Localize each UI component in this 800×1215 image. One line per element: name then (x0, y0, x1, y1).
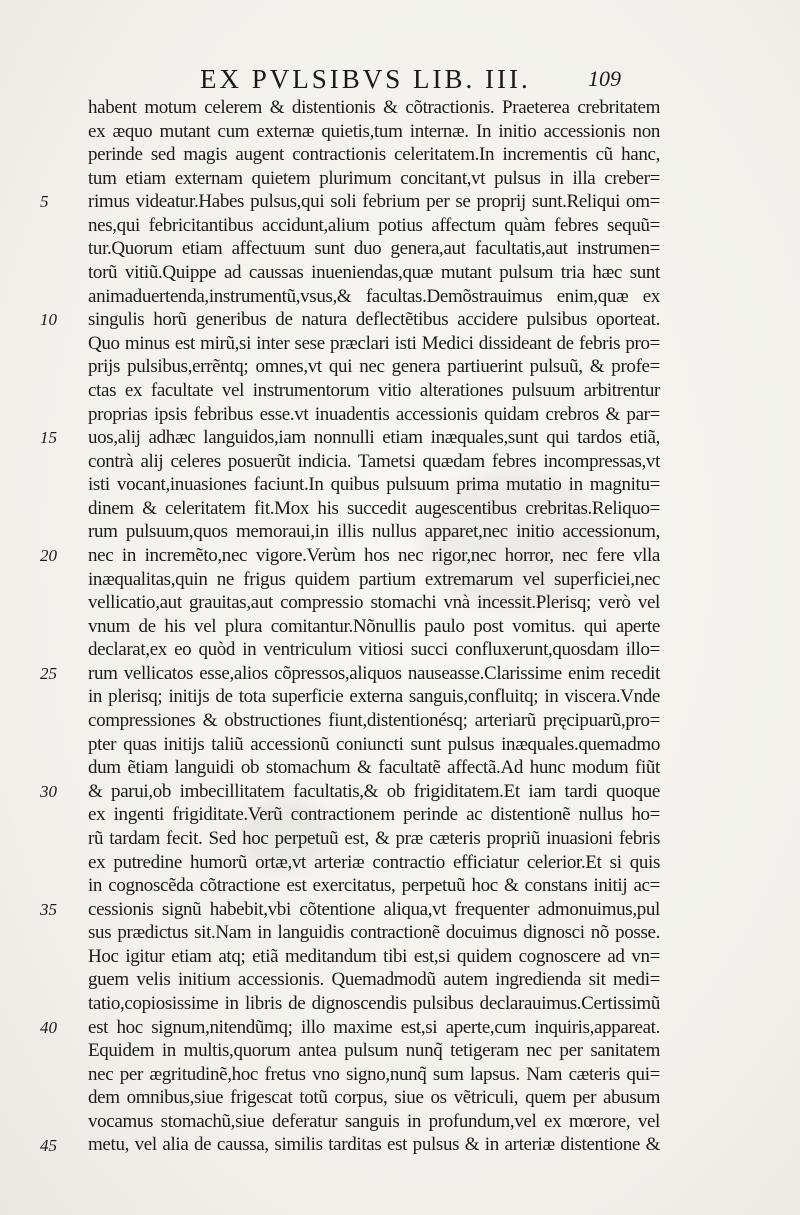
text-line: animaduertenda,instrumentũ,vsus,& facultas.Demõstrauimus enim,quæ ex (88, 285, 660, 307)
text-line: ex putredine humorũ ortæ,vt arteriæ contractio efficiatur celerior.Et si quis (88, 851, 660, 873)
text-line: perinde sed magis augent contractionis celeritatem.In incrementis cũ hanc, (88, 144, 660, 166)
line-number: 20 (40, 546, 57, 566)
text-line: rum pulsuum,quos memoraui,in illis nullus apparet,nec initio accessionum, (88, 521, 660, 543)
text-line: metu, vel alia de caussa, similis tarditas est pulsus & in arteriæ distentione & (88, 1134, 660, 1156)
text-line: tatio,copiosissime in libris de dignoscendis pulsibus declarauimus.Certissimũ (88, 992, 660, 1014)
text-line: rimus videatur.Habes pulsus,qui soli febrium per se proprij sunt.Reliqui om= (88, 191, 660, 213)
text-line: Quo minus est mirũ,si inter sese præclari isti Medici dissideant de febris pro= (88, 332, 660, 354)
text-line: ex ingenti frigiditate.Verũ contractionem perinde ac distentionẽ nullus ho= (88, 804, 660, 826)
text-line: prijs pulsibus,errẽntq; omnes,vt qui nec genera partiuerint pulsuũ, & profe= (88, 356, 660, 378)
text-line: ctas ex facultate vel instrumentorum vitio alterationes pulsuum arbitrentur (88, 379, 660, 401)
line-number: 10 (40, 310, 57, 330)
text-line: uos,alij adhæc languidos,iam nonnulli etiam inæquales,sunt qui tardos etiã, (88, 427, 660, 449)
text-line: Hoc igitur etiam atq; etiã meditandum tibi est,si quidem cognoscere ad vn= (88, 945, 660, 967)
text-line: dum ẽtiam languidi ob stomachum & facultatẽ affectã.Ad hunc modum fiũt (88, 757, 660, 779)
text-line: dinem & celeritatem fit.Mox his succedit augescentibus crebritas.Reliquo= (88, 497, 660, 519)
text-line: tur.Quorum etiam affectuum sunt duo genera,aut facultatis,aut instrumen= (88, 238, 660, 260)
text-line: rum vellicatos esse,alios cõpressos,aliquos nauseasse.Clarissime enim recedit (88, 662, 660, 684)
text-line: singulis horũ generibus de natura deflectẽtibus accidere pulsibus oporteat. (88, 309, 660, 331)
line-number: 35 (40, 899, 57, 919)
text-line: vocamus stomachũ,siue deferatur sanguis in profundum,vel ex mœrore, vel (88, 1110, 660, 1132)
text-line: nec in incremẽto,nec vigore.Verùm hos nec rigor,nec horror, nec fere vlla (88, 544, 660, 566)
text-line: ex æquo mutant cum externæ quietis,tum internæ. In initio accessionis non (88, 120, 660, 142)
text-line: inæqualitas,quin ne frigus quidem partium extremarum vel superficiei,nec (88, 568, 660, 590)
text-line: & parui,ob imbecillitatem facultatis,& ob frigiditatem.Et iam tardi quoque (88, 780, 660, 802)
line-number: 40 (40, 1017, 57, 1037)
text-line: nec per ægritudinẽ,hoc fretus vno signo,nunq̃ sum lapsus. Nam cæteris qui= (88, 1063, 660, 1085)
body-text (88, 96, 660, 1157)
text-line: vnum de his vel plura comitantur.Nõnullis paulo post vomitus. qui aperte (88, 615, 660, 637)
line-number: 45 (40, 1135, 57, 1155)
text-line: est hoc signum,nitendũmq; illo maxime est,si aperte,cum inquiris,appareat. (88, 1016, 660, 1038)
text-line: proprias ipsis febribus esse.vt inuadentis accessionis quidam crebros & par= (88, 403, 660, 425)
text-line: in plerisq; initijs de tota superficie externa sanguis,confluitq; in viscera.Vnde (88, 686, 660, 708)
text-line: sus prædictus sit.Nam in languidis contractionẽ docuimus dignosci nõ posse. (88, 922, 660, 944)
page-number: 109 (588, 66, 621, 91)
text-line: declarat,ex eo quòd in ventriculum vitiosi succi confluxerunt,quosdam illo= (88, 639, 660, 661)
running-title: EX PVLSIBVS LIB. III. (200, 64, 531, 94)
line-number: 5 (40, 192, 49, 212)
text-line: isti vocant,inuasiones faciunt.In quibus pulsuum prima mutatio in magnitu= (88, 474, 660, 496)
text-line: guem velis initium accessionis. Quemadmodũ autem ingredienda sit medi= (88, 969, 660, 991)
text-line: habent motum celerem & distentionis & cõtractionis. Praeterea crebritatem (88, 97, 660, 118)
text-line: rũ tardam fecit. Sed hoc perpetuũ est, & præ cæteris propriũ inuasioni febris (88, 827, 660, 849)
text-line: pter quas initijs taliũ accessionũ coniuncti sunt pulsus inæquales.quemadmo (88, 733, 660, 755)
text-line: contrà alij celeres posuerũt indicia. Tametsi quædam febres incompressas,vt (88, 450, 660, 472)
text-line: cessionis signũ habebit,vbi cõtentione aliqua,vt frequenter admonuimus,pul (88, 898, 660, 920)
text-line: compressiones & obstructiones fiunt,distentionésq; arteriarũ pręcipuarũ,pro= (88, 710, 660, 732)
line-number: 15 (40, 428, 57, 448)
text-line: tum etiam externam quietem plurimum concitant,vt pulsus in illa creber= (88, 167, 660, 189)
text-line: in cognoscẽda cõtractione est exercitatus, perpetuũ hoc & constans initij ac= (88, 875, 660, 897)
line-number: 30 (40, 781, 57, 801)
text-line: vellicatio,aut grauitas,aut compressio stomachi vnà incessit.Plerisq; verò vel (88, 592, 660, 614)
text-line: nes,qui febricitantibus accidunt,alium potius affectum quàm febres sequũ= (88, 214, 660, 236)
text-line: torũ vitiũ.Quippe ad caussas inueniendas,quæ mutant pulsum tria hæc sunt (88, 262, 660, 284)
text-line: Equidem in multis,quorum antea pulsum nunq̃ tetigeram nec per sanitatem (88, 1040, 660, 1062)
text-line: dem omnibus,siue frigescat totũ corpus, siue os vẽtriculi, quem per abusum (88, 1087, 660, 1109)
line-number: 25 (40, 663, 57, 683)
